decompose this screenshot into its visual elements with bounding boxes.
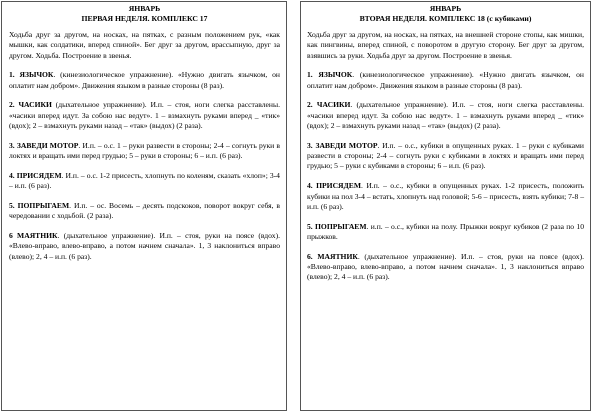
exercise-text: . И.п. – о.с. 1 – руки развести в стороны; 2-4 – согнуть руки в локтях и вращать ими перед грудью; 5 – руки в стороны; 6 – и.п. (6 раз).: [9, 140, 280, 161]
exercise-title: 1. ЯЗЫЧОК: [307, 70, 353, 80]
exercise-title: 6. МАЯТНИК: [307, 251, 358, 261]
exercise-text: . и.п. – о.с., кубики на полу. Прыжки вокруг кубиков (2 раза по 10 прыжков.: [307, 221, 584, 241]
exercise-item: [9, 201, 280, 222]
exercise-title: 6 МАЯТНИК: [9, 231, 58, 241]
complex-title: ПЕРВАЯ НЕДЕЛЯ. КОМПЛЕКС 17: [81, 14, 208, 23]
exercise-title: 1. ЯЗЫЧОК: [9, 70, 54, 80]
exercise-text: . И.п. – ос. Восемь – десять подскоков, поворот вокруг себя, в чередовании с ходьбой. (2 раза).: [9, 201, 281, 221]
exercise-item: [9, 171, 280, 192]
exercise-title: 4. ПРИСЯДЕМ: [307, 181, 362, 191]
month-heading: ЯНВАРЬ: [128, 4, 161, 13]
exercise-title: 3. ЗАВЕДИ МОТОР: [307, 140, 378, 150]
exercise-title: 2. ЧАСИКИ: [307, 100, 351, 110]
exercise-item: [307, 181, 584, 212]
exercise-item: [307, 70, 584, 91]
exercise-title: 5. ПОПРЫГАЕМ: [9, 201, 70, 211]
complex-17-card: [1, 1, 287, 411]
exercise-item: [9, 100, 280, 131]
exercise-text: . (дыхательное упражнение). И.п. – стоя, руки на поясе (вдох). «Влево-вправо, влево-вправо, а потом начнем сначала». 1, 3 наклониться вправо (влево); 2, 4 – и.п. (6 раз).: [9, 231, 280, 261]
exercise-text: . (дыхательное упражнение). И.п. – стоя, руки на поясе (вдох). «Влево-вправо, влево-вправо, а потом начнем сначала». 1, 3 наклониться вправо (влево); 2, 4 – и.п. (6 раз).: [307, 251, 584, 282]
intro-paragraph: Ходьба друг за другом, на носках, на пятках, на внешней стороне стопы, как мишки, как пингвины, вперед спиной, с поворотом в другую сторону. Бег друг за другом, взявшись за руки. Ходьба друг за другом. Построение в звенья.: [307, 30, 584, 60]
exercise-item: [307, 100, 584, 131]
exercise-item: [307, 222, 584, 243]
exercise-item: [307, 252, 584, 283]
exercise-text: . И.п. – о.с., кубики в опущенных руках. 1 – руки с кубиками развести в стороны; 2-4 – согнуть руки с кубиками в локтях и вращать ими перед грудью; 5 – руки с кубиками в стороны; 6 – и.п. (6 раз).: [307, 140, 584, 171]
complex-title: ВТОРАЯ НЕДЕЛЯ. КОМПЛЕКС 18 (с кубиками): [359, 14, 532, 23]
exercise-text: . И.п. – о.с. 1-2 присесть, хлопнуть по коленям, сказать «хлоп»; 3-4 – и.п. (6 раз).: [9, 170, 280, 191]
exercise-item: [307, 141, 584, 172]
exercise-text: . (дыхательное упражнение). И.п. – стоя, ноги слегка расставлены. «часики вперед идут. За собою нас ведут». 1 – взмахнуть руками вперед _ «тик» (вдох); 2 – взмахнуть руками назад – «так» (выдох) (2 раза).: [307, 100, 585, 131]
exercise-text: . (кинезиологическое упражнение). «Нужно двигать язычком, он оплатит нам добром». Движения языком в разные стороны (8 раз).: [9, 70, 280, 90]
exercise-text: . (кинезиологическое упражнение). «Нужно двигать язычком, он оплатит нам добром». Движения языком в разные стороны (8 раз).: [307, 70, 584, 90]
exercise-item: [9, 231, 280, 262]
exercise-item: [9, 141, 280, 162]
intro-paragraph: Ходьба друг за другом, на носках, на пятках, с разным положением рук, «как мышки, как солдатики, вперед спиной». Бег друг за другом, врассыпную, друг за другом. Ходьба. Построение в звенья.: [9, 30, 280, 60]
complex-18-card: [300, 1, 591, 411]
exercise-text: (дыхательное упражнение). И.п. – стоя, ноги слегка расставлены. «часики вперед идут. За собою нас ведут». 1 – взмахнуть руками вперед _ «тик» (вдох); 2 – взмахнуть руками назад – «так» (выдох) (2 раза).: [9, 100, 280, 131]
exercise-item: [9, 70, 280, 91]
exercise-text: . И.п. – о.с., кубики в опущенных руках. 1-2 присесть, положить кубики на пол 3-4 – встать, хлопнуть над головой; 5-6 – присесть, взять кубики; 7-8 – и.п. (6 раз).: [307, 181, 584, 211]
exercise-title: 3. ЗАВЕДИ МОТОР: [9, 140, 79, 150]
exercise-title: 2. ЧАСИКИ: [9, 100, 52, 110]
month-heading: ЯНВАРЬ: [429, 4, 462, 13]
exercise-title: 5. ПОПРЫГАЕМ: [307, 221, 367, 231]
exercise-title: 4. ПРИСЯДЕМ: [9, 170, 62, 180]
